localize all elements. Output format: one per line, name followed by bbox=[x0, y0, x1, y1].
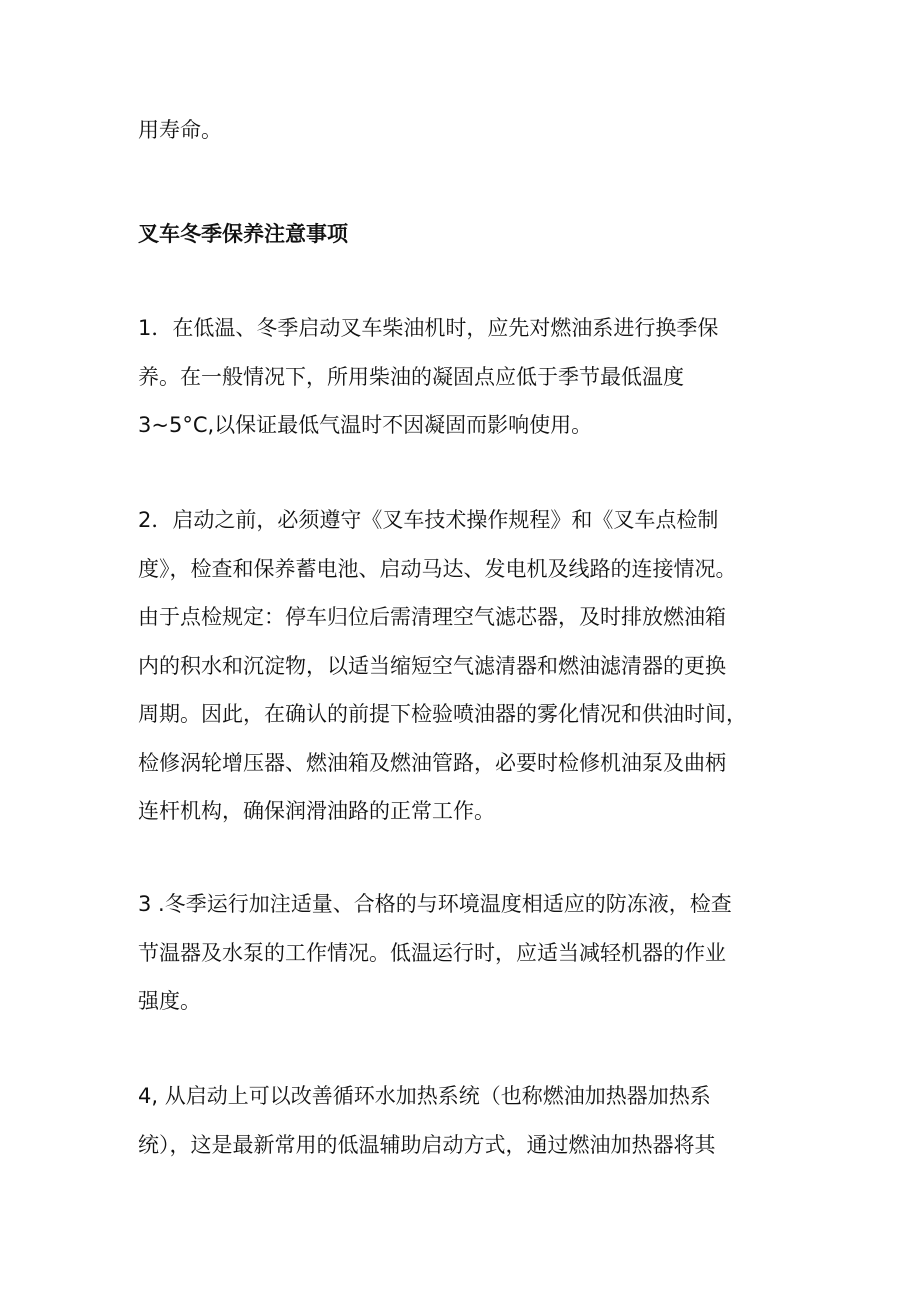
text-line: 2．启动之前，必须遵守《叉车技术操作规程》和《叉车点检制 bbox=[138, 508, 719, 532]
text-line: 用寿命。 bbox=[138, 118, 222, 142]
paragraph-item-2 bbox=[138, 496, 798, 836]
paragraph-item-1 bbox=[138, 304, 798, 450]
section-heading: 叉车冬季保养注意事项 bbox=[138, 222, 348, 246]
text-line: 节温器及水泵的工作情况。低温运行时，应适当减轻机器的作业 bbox=[138, 940, 726, 965]
text-line: 周期。因此，在确认的前提下检验喷油器的雾化情况和供油时间， bbox=[138, 702, 747, 726]
paragraph-continuation bbox=[138, 106, 798, 155]
text-line: 统），这是最新常用的低温辅助启动方式，通过燃油加热器将其 bbox=[138, 1132, 716, 1157]
text-line: 度》，检查和保养蓄电池、启动马达、发电机及线路的连接情况。 bbox=[138, 556, 737, 581]
text-line: 1．在低温、冬季启动叉车柴油机时，应先对燃油系进行换季保 bbox=[138, 316, 719, 340]
paragraph-item-3 bbox=[138, 880, 798, 1026]
text-line: 3 .冬季运行加注适量、合格的与环境温度相适应的防冻液，检查 bbox=[138, 892, 732, 916]
text-line: 连杆机构，确保润滑油路的正常工作。 bbox=[138, 799, 495, 823]
text-line: 养。在一般情况下，所用柴油的凝固点应低于季节最低温度 bbox=[138, 364, 684, 389]
paragraph-item-4 bbox=[138, 1072, 798, 1169]
text-line: 检修涡轮增压器、燃油箱及燃油管路，必要时检修机油泵及曲柄 bbox=[138, 750, 726, 775]
text-line: 由于点检规定：停车归位后需清理空气滤芯器，及时排放燃油箱 bbox=[138, 605, 726, 629]
text-line: 强度。 bbox=[138, 989, 201, 1013]
text-line: 4, 从启动上可以改善循环水加热系统（也称燃油加热器加热系 bbox=[138, 1084, 711, 1108]
text-line: 内的积水和沉淀物，以适当缩短空气滤清器和燃油滤清器的更换 bbox=[138, 653, 726, 678]
text-line: 3~5°C,以保证最低气温时不因凝固而影响使用。 bbox=[138, 413, 593, 437]
